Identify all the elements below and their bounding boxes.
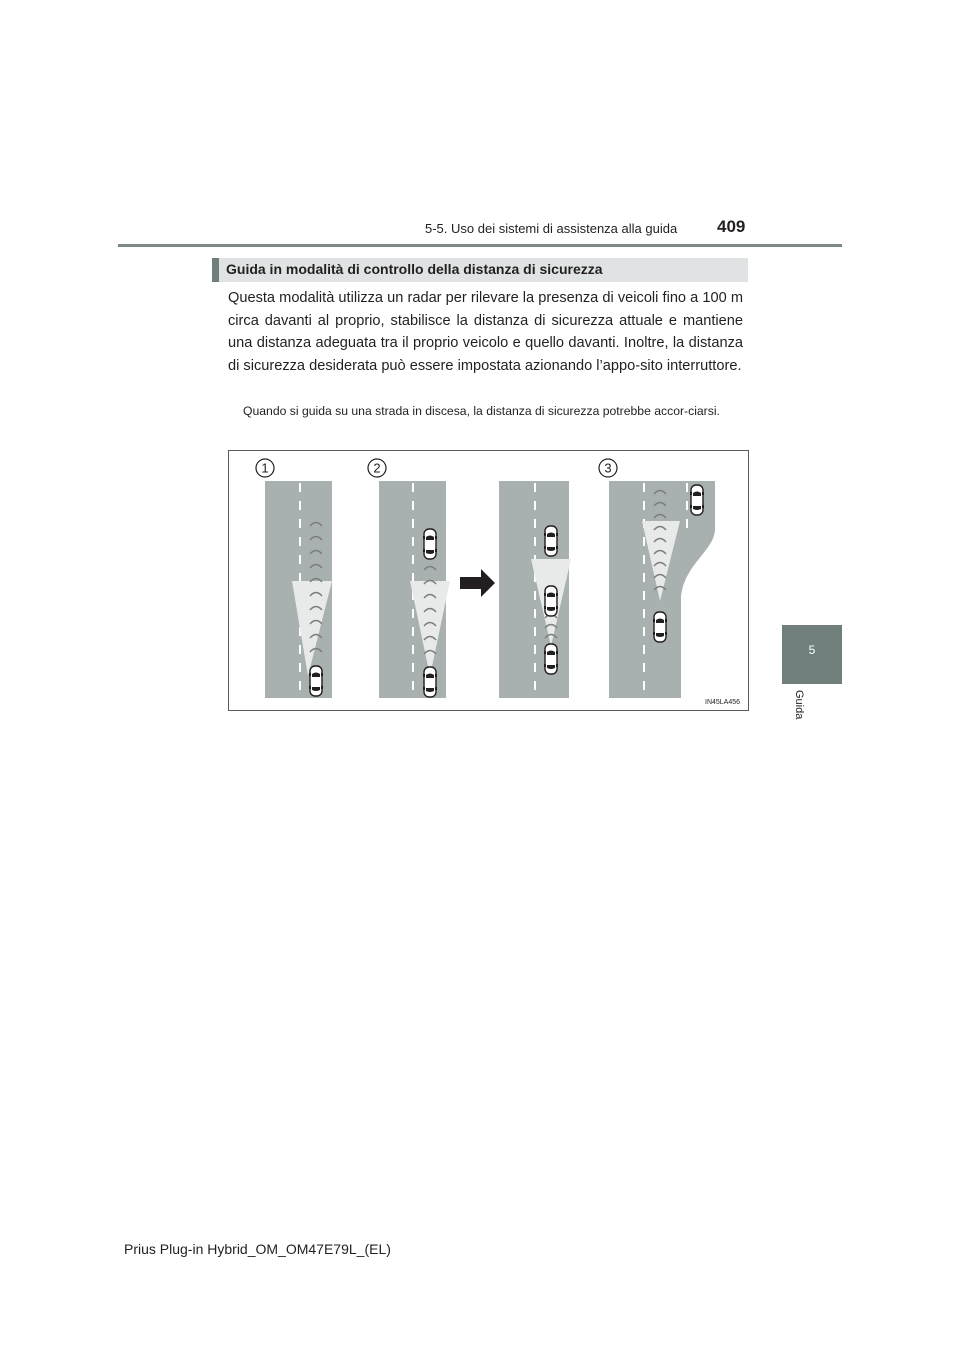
- section-heading-accent: [212, 258, 219, 282]
- transition-arrow: [460, 569, 495, 597]
- chapter-tab[interactable]: [782, 625, 842, 684]
- callout-2: [368, 459, 386, 477]
- footer-manual-id: Prius Plug-in Hybrid_OM_OM47E79L_(EL): [124, 1241, 391, 1257]
- own-vehicle-2: [423, 667, 437, 697]
- header-section-title: 5-5. Uso dei sistemi di assistenza alla guida: [425, 221, 678, 236]
- own-vehicle-3a: [544, 586, 558, 616]
- chapter-label: Guida: [793, 690, 805, 720]
- section-heading-bar: [212, 258, 748, 282]
- chapter-number: 5: [808, 643, 816, 657]
- own-vehicle-1: [309, 666, 323, 696]
- note-paragraph: Quando si guida su una strada in discesa, la distanza di sicurezza potrebbe accor-ciarsi.: [243, 404, 720, 418]
- callout-2-label: 2: [373, 460, 381, 476]
- callout-3-label: 3: [604, 460, 612, 476]
- callout-3: [599, 459, 617, 477]
- header-divider: [118, 244, 842, 247]
- figure-code: IN45LA456: [705, 699, 741, 706]
- own-vehicle-3b: [544, 644, 558, 674]
- front-vehicle-2: [423, 529, 437, 559]
- own-vehicle-4: [653, 612, 667, 642]
- body-paragraph: Questa modalità utilizza un radar per rilevare la presenza di veicoli fino a 100 m circa davanti al proprio, stabilisce la distanza di sicurezza attuale e mantiene una distanza adeguata tra il proprio veicolo e quello davanti. Inoltre, la distanza di sicurezza desiderata può essere impostata azionando l’appo-sito interruttore.: [228, 290, 743, 374]
- front-vehicle-3: [544, 526, 558, 556]
- illustration-svg: [229, 451, 748, 710]
- section-heading: Guida in modalità di controllo della distanza di sicurezza: [226, 261, 603, 277]
- callout-1-label: 1: [261, 460, 269, 476]
- page-number: 409: [717, 217, 746, 236]
- merging-vehicle-4: [690, 485, 704, 515]
- distance-control-illustration: [228, 450, 749, 711]
- callout-1: [256, 459, 274, 477]
